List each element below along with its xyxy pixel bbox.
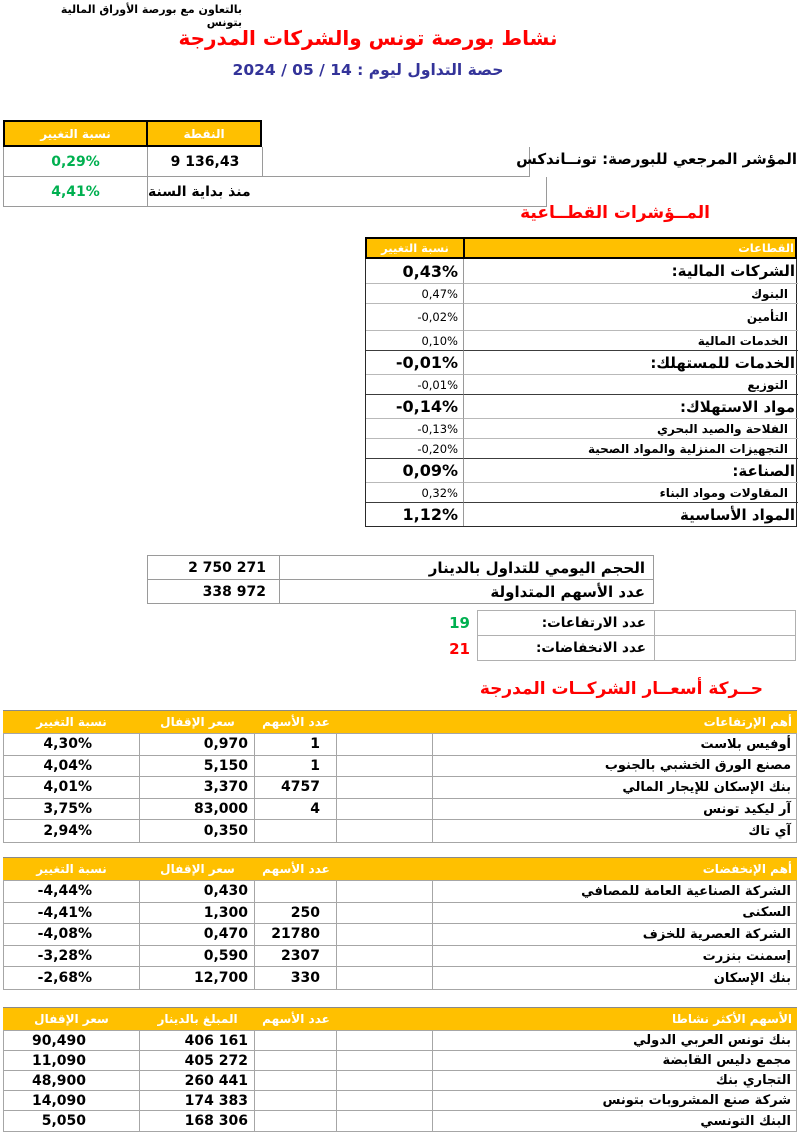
close-cell: 14,090 xyxy=(4,1091,140,1111)
gainers-table xyxy=(3,710,797,843)
shares-cell xyxy=(255,820,337,842)
index-table-header xyxy=(3,120,547,147)
table-row xyxy=(4,924,796,946)
sector-name: الخدمات للمستهلك: xyxy=(464,350,798,374)
sector-change: 1,12% xyxy=(366,502,464,526)
empty-cell xyxy=(337,756,433,778)
table-row xyxy=(4,967,796,989)
empty-cell xyxy=(337,1111,433,1131)
change-cell: -2,68% xyxy=(4,967,140,989)
close-cell: 5,050 xyxy=(4,1111,140,1131)
index-reference-label: المؤشر المرجعي للبورصة: تونــاندكس xyxy=(516,150,797,168)
close-cell: 5,150 xyxy=(140,756,255,778)
company-name: إسمنت بنزرت xyxy=(433,946,796,968)
company-name: آر ليكيد تونس xyxy=(433,799,796,821)
index-ytd-label: منذ بداية السنة xyxy=(147,177,547,207)
empty-cell xyxy=(337,734,433,756)
declines-label: عدد الانخفاضات: xyxy=(477,635,655,661)
gainers-table-title: أهم الإرتفاعات xyxy=(703,715,792,729)
close-cell: 0,350 xyxy=(140,820,255,842)
table-row xyxy=(147,555,654,580)
empty-cell xyxy=(337,777,433,799)
amount-cell: 174 383 xyxy=(140,1091,255,1111)
company-name: آي تاك xyxy=(748,823,791,839)
index-day-points: 9 136,43 xyxy=(147,147,263,177)
shares-cell: 330 xyxy=(255,967,337,989)
sector-name: المقاولات ومواد البناء xyxy=(464,482,798,502)
empty-cell xyxy=(654,610,796,636)
company-name: بنك الإسكان xyxy=(713,970,791,986)
active-col-amount: المبلغ بالدينار xyxy=(157,1012,238,1026)
sector-name: الفلاحة والصيد البحري xyxy=(464,418,798,438)
change-cell: -4,08% xyxy=(4,924,140,946)
table-row xyxy=(366,482,796,502)
table-row xyxy=(4,1051,796,1071)
most-active-table-header xyxy=(3,1007,797,1030)
sector-change: -0,20% xyxy=(366,438,464,458)
cooperation-note: بالتعاون مع بورصة الأوراق المالية بتونس xyxy=(60,3,242,29)
company-name: أوفيس بلاست xyxy=(433,734,796,756)
close-cell: 0,430 xyxy=(140,881,255,903)
sector-change: -0,01% xyxy=(366,350,464,374)
close-cell: 11,090 xyxy=(4,1051,140,1071)
table-row xyxy=(4,1111,796,1131)
index-day-change: 0,29% xyxy=(3,147,148,177)
advances-label: عدد الارتفاعات: xyxy=(477,610,655,636)
sector-name: مواد الاستهلاك: xyxy=(464,394,798,418)
table-row xyxy=(4,756,796,778)
sector-table-body xyxy=(365,259,797,527)
losers-table-header xyxy=(3,857,797,880)
table-row xyxy=(4,1031,796,1051)
table-row xyxy=(477,635,797,661)
sector-col-name: القطاعات xyxy=(738,241,794,255)
amount-cell: 406 161 xyxy=(140,1031,255,1051)
volume-table xyxy=(147,555,654,604)
empty-header-cell xyxy=(337,1008,433,1030)
empty-cell xyxy=(654,635,796,661)
volume-shares-label: عدد الأسهم المتداولة xyxy=(279,579,654,604)
table-row xyxy=(366,350,796,374)
sector-change: 0,43% xyxy=(366,259,464,283)
empty-cell xyxy=(337,820,433,842)
index-col-change: نسبة التغيير xyxy=(3,120,148,147)
sector-name: البنوك xyxy=(464,283,798,303)
sector-change: -0,01% xyxy=(366,374,464,394)
sector-change: 0,32% xyxy=(366,482,464,502)
sector-name: التجهيزات المنزلية والمواد الصحية xyxy=(464,438,798,458)
table-row xyxy=(477,610,797,636)
sector-change: 0,09% xyxy=(366,458,464,482)
page-title: نشاط بورصة تونس والشركات المدرجة xyxy=(178,26,558,50)
sector-table xyxy=(365,237,797,527)
change-cell: 4,30% xyxy=(4,734,140,756)
empty-cell xyxy=(337,946,433,968)
empty-cell xyxy=(337,1031,433,1051)
empty-cell xyxy=(337,903,433,925)
change-cell: 4,04% xyxy=(4,756,140,778)
gainers-col-shares: عدد الأسهم xyxy=(262,715,330,729)
table-row xyxy=(366,458,796,482)
most-active-table-body xyxy=(3,1030,797,1132)
table-row xyxy=(4,820,796,842)
sector-name: الصناعة: xyxy=(464,458,798,482)
sector-change: -0,14% xyxy=(366,394,464,418)
change-cell: 4,01% xyxy=(4,777,140,799)
shares-cell: 1 xyxy=(255,734,337,756)
shares-cell: 2307 xyxy=(255,946,337,968)
index-empty-cell xyxy=(262,147,530,177)
shares-cell xyxy=(255,881,337,903)
table-row xyxy=(366,303,796,330)
company-name: البنك التونسي xyxy=(700,1113,791,1129)
shares-cell xyxy=(255,1091,337,1111)
company-name: بنك الإسكان للإيجار المالي xyxy=(433,777,796,799)
sector-change: 0,10% xyxy=(366,330,464,350)
company-name: بنك تونس العربي الدولي xyxy=(433,1031,796,1051)
most-active-table xyxy=(3,1007,797,1132)
losers-col-change: نسبة التغيير xyxy=(36,862,107,876)
amount-cell: 168 306 xyxy=(140,1111,255,1131)
session-date-line: حصة التداول ليوم : 14 / 05 / 2024 xyxy=(232,61,504,79)
close-cell: 1,300 xyxy=(140,903,255,925)
empty-header-cell xyxy=(337,858,433,880)
losers-col-close: سعر الإقفال xyxy=(160,862,235,876)
active-col-close: سعر الإقفال xyxy=(34,1012,109,1026)
close-cell: 48,900 xyxy=(4,1071,140,1091)
close-cell: 0,470 xyxy=(140,924,255,946)
table-row xyxy=(4,734,796,756)
index-row-ytd xyxy=(3,177,547,207)
losers-table xyxy=(3,857,797,990)
company-name: التجاري بنك xyxy=(433,1071,796,1091)
shares-cell xyxy=(255,1051,337,1071)
close-cell: 90,490 xyxy=(4,1031,140,1051)
shares-cell: 1 xyxy=(255,756,337,778)
sector-change: -0,13% xyxy=(366,418,464,438)
sector-change: 0,47% xyxy=(366,283,464,303)
table-row xyxy=(4,903,796,925)
volume-dinars-label: الحجم اليومي للتداول بالدينار xyxy=(279,555,654,580)
company-name: شركة صنع المشروبات بتونس xyxy=(433,1091,796,1111)
advances-count: 19 xyxy=(449,614,470,632)
shares-cell xyxy=(255,1071,337,1091)
volume-shares-value: 338 972 xyxy=(147,579,280,604)
empty-cell xyxy=(337,799,433,821)
gainers-table-body xyxy=(3,733,797,843)
empty-cell xyxy=(337,967,433,989)
sector-section-heading: المــؤشرات القطــاعية xyxy=(520,203,710,223)
table-row xyxy=(366,330,796,350)
table-row xyxy=(4,881,796,903)
close-cell: 12,700 xyxy=(140,967,255,989)
empty-cell xyxy=(337,1051,433,1071)
table-row xyxy=(366,374,796,394)
table-row xyxy=(366,418,796,438)
movement-section-heading: حــركة أسعــار الشركــات المدرجة xyxy=(479,679,763,699)
empty-cell xyxy=(337,1071,433,1091)
company-name: مجمع دليس القابضة xyxy=(433,1051,796,1071)
losers-table-title: أهم الإنخفضات xyxy=(702,862,792,876)
most-active-table-title: الأسهم الأكثر نشاطا xyxy=(672,1012,792,1026)
empty-header-cell xyxy=(337,711,433,733)
change-cell: -3,28% xyxy=(4,946,140,968)
index-table xyxy=(3,120,547,207)
sector-name: الخدمات المالية xyxy=(464,330,798,350)
volume-dinars-value: 2 750 271 xyxy=(147,555,280,580)
table-row xyxy=(366,259,796,283)
active-col-shares: عدد الأسهم xyxy=(262,1012,330,1026)
shares-cell xyxy=(255,1111,337,1131)
table-row xyxy=(4,1091,796,1111)
index-col-points: النقطة xyxy=(146,120,262,147)
close-cell: 0,590 xyxy=(140,946,255,968)
change-cell: 2,94% xyxy=(4,820,140,842)
sector-name: المواد الأساسية xyxy=(464,502,798,526)
shares-cell: 21780 xyxy=(255,924,337,946)
company-name: الشركة الصناعية العامة للمصافي xyxy=(433,881,796,903)
company-name: الشركة العصرية للخزف xyxy=(433,924,796,946)
sector-name: التوزيع xyxy=(464,374,798,394)
amount-cell: 405 272 xyxy=(140,1051,255,1071)
table-row xyxy=(4,777,796,799)
sector-change: -0,02% xyxy=(366,303,464,330)
amount-cell: 260 441 xyxy=(140,1071,255,1091)
company-name: السكنى xyxy=(433,903,796,925)
table-row xyxy=(4,1071,796,1091)
table-row xyxy=(147,579,654,604)
sector-col-change: نسبة التغيير xyxy=(367,239,465,257)
losers-table-body xyxy=(3,880,797,990)
shares-cell xyxy=(255,1031,337,1051)
counts-box xyxy=(477,610,797,661)
gainers-col-change: نسبة التغيير xyxy=(36,715,107,729)
losers-col-shares: عدد الأسهم xyxy=(262,862,330,876)
gainers-table-header xyxy=(3,710,797,733)
declines-count: 21 xyxy=(449,640,470,658)
company-name: مصنع الورق الخشبي بالجنوب xyxy=(433,756,796,778)
shares-cell: 4757 xyxy=(255,777,337,799)
table-row xyxy=(366,283,796,303)
close-cell: 83,000 xyxy=(140,799,255,821)
index-row-day xyxy=(3,147,547,177)
table-row xyxy=(366,394,796,418)
table-row xyxy=(366,502,796,526)
table-row xyxy=(366,438,796,458)
close-cell: 0,970 xyxy=(140,734,255,756)
shares-cell: 4 xyxy=(255,799,337,821)
change-cell: -4,44% xyxy=(4,881,140,903)
gainers-col-close: سعر الإقفال xyxy=(160,715,235,729)
shares-cell: 250 xyxy=(255,903,337,925)
sector-name: الشركات المالية: xyxy=(671,262,795,280)
table-row xyxy=(4,946,796,968)
close-cell: 3,370 xyxy=(140,777,255,799)
sector-table-header xyxy=(365,237,797,259)
empty-cell xyxy=(337,924,433,946)
table-row xyxy=(4,799,796,821)
index-ytd-change: 4,41% xyxy=(3,177,148,207)
empty-cell xyxy=(337,1091,433,1111)
empty-cell xyxy=(337,881,433,903)
change-cell: 3,75% xyxy=(4,799,140,821)
sector-name: التأمين xyxy=(464,303,798,330)
change-cell: -4,41% xyxy=(4,903,140,925)
